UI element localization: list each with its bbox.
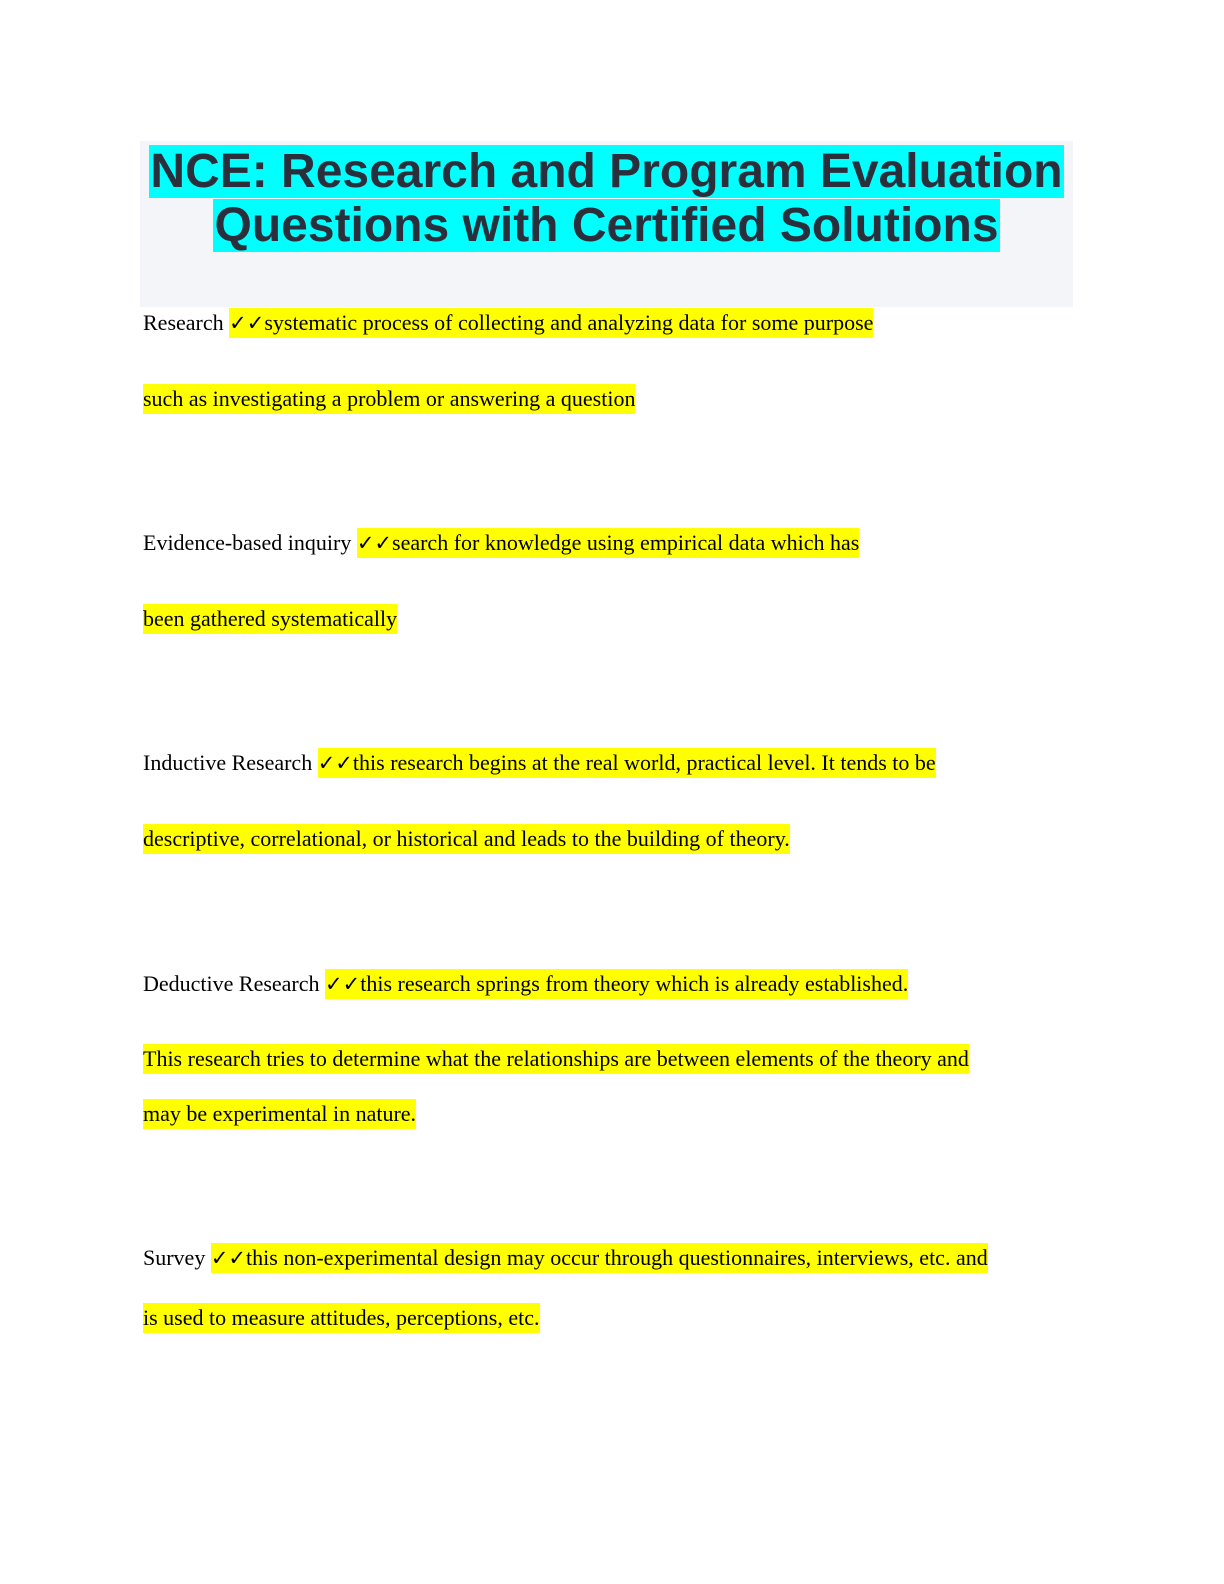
entry-term: Inductive Research xyxy=(143,750,313,775)
title-text-1: NCE: Research and Program Evaluation xyxy=(150,145,1063,198)
answer-highlight xyxy=(318,748,936,778)
entry-evidence-line-2 xyxy=(143,605,397,633)
answer-text: is used to measure attitudes, perceptions, etc. xyxy=(143,1303,540,1333)
answer-text: this research begins at the real world, practical level. It tends to be xyxy=(352,750,936,775)
entry-inductive-line-1 xyxy=(143,749,936,777)
answer-highlight xyxy=(211,1243,988,1273)
title-block xyxy=(140,141,1073,307)
entry-research-line-2 xyxy=(143,385,635,413)
entry-deductive-line-2 xyxy=(143,1045,969,1073)
entry-deductive-line-3 xyxy=(143,1100,416,1128)
entry-survey-line-2 xyxy=(143,1304,540,1332)
answer-text: search for knowledge using empirical data which has xyxy=(392,530,860,555)
entry-term: Survey xyxy=(143,1245,206,1270)
answer-text: systematic process of collecting and analyzing data for some purpose xyxy=(264,310,874,335)
answer-text: may be experimental in nature. xyxy=(143,1099,416,1129)
entry-research-line-1 xyxy=(143,309,873,337)
entry-term: Evidence-based inquiry xyxy=(143,530,352,555)
entry-deductive-line-1 xyxy=(143,970,908,998)
double-check-icon: ✓✓ xyxy=(229,311,265,335)
entry-survey-line-1 xyxy=(143,1244,988,1272)
title-line-2 xyxy=(140,199,1073,253)
answer-text: this research springs from theory which is already established. xyxy=(360,971,909,996)
entry-inductive-line-2 xyxy=(143,825,790,853)
title-line-1 xyxy=(140,145,1073,199)
answer-text: this non-experimental design may occur through questionnaires, interviews, etc. and xyxy=(246,1245,988,1270)
double-check-icon: ✓✓ xyxy=(210,1246,247,1270)
answer-text: such as investigating a problem or answering a question xyxy=(143,384,635,414)
entry-term: Deductive Research xyxy=(143,971,320,996)
answer-text: been gathered systematically xyxy=(143,604,397,634)
title-text-2: Questions with Certified Solutions xyxy=(214,199,999,252)
answer-highlight xyxy=(325,969,908,999)
double-check-icon: ✓✓ xyxy=(356,531,393,555)
answer-text: descriptive, correlational, or historical and leads to the building of theory. xyxy=(143,824,790,854)
answer-text: This research tries to determine what the relationships are between elements of the theory and xyxy=(143,1044,969,1074)
entry-evidence-line-1 xyxy=(143,529,859,557)
entry-term: Research xyxy=(143,310,224,335)
answer-highlight xyxy=(229,308,873,338)
double-check-icon: ✓✓ xyxy=(325,972,361,996)
double-check-icon: ✓✓ xyxy=(317,751,353,775)
answer-highlight xyxy=(357,528,860,558)
